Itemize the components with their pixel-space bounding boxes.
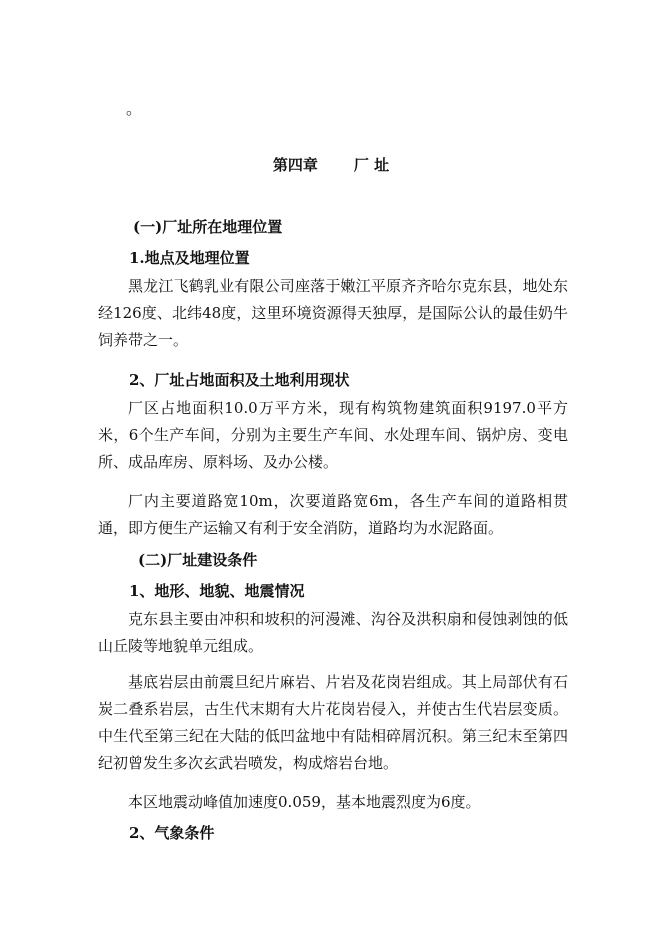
section-heading-conditions: (二)厂址建设条件: [138, 551, 258, 569]
subsection-heading-land-use: 2、厂址占地面积及土地利用现状: [129, 371, 350, 389]
subsection-heading-terrain: 1、地形、地貌、地震情况: [129, 582, 305, 600]
section-heading-location: (一)厂址所在地理位置: [133, 218, 283, 236]
paragraph-landform: 克东县主要由冲积和坡积的河漫滩、沟谷及洪积扇和侵蚀剥蚀的低山丘陵等地貌单元组成。: [98, 610, 568, 655]
subsection-heading-climate: 2、气象条件: [129, 824, 215, 842]
paragraph-roads: 厂内主要道路宽10m，次要道路宽6m，各生产车间的道路相贯通，即方便生产运输又有利于安全消防，道路均为水泥路面。: [98, 492, 568, 537]
paragraph-location: 黑龙江飞鹤乳业有限公司座落于嫩江平原齐齐哈尔克东县，地处东经126度、北纬48度，这里环境资源得天独厚，是国际公认的最佳奶牛饲养带之一。: [98, 277, 568, 349]
paragraph-land-area: 厂区占地面积10.0万平方米，现有构筑物建筑面积9197.0平方米，6个生产车间，分别为主要生产车间、水处理车间、锅炉房、变电所、成品库房、原料场、及办公楼。: [98, 399, 568, 471]
paragraph-geology: 基底岩层由前震旦纪片麻岩、片岩及花岗岩组成。其上局部伏有石炭二叠系岩层，古生代末期有大片花岗岩侵入，并使古生代岩层变质。中生代至第三纪在大陆的低凹盆地中有陆相碎屑沉积。第三纪末至第四纪初曾发生多次玄武岩喷发，构成熔岩台地。: [98, 673, 568, 772]
chapter-number: 第四章: [272, 156, 318, 174]
paragraph-seismic: 本区地震动峰值加速度0.059，基本地震烈度为6度。: [128, 793, 481, 811]
chapter-title: 厂 址: [353, 156, 390, 174]
stray-punctuation: 。: [126, 99, 143, 118]
subsection-heading-location: 1.地点及地理位置: [129, 249, 250, 267]
chapter-heading: [0, 154, 662, 175]
